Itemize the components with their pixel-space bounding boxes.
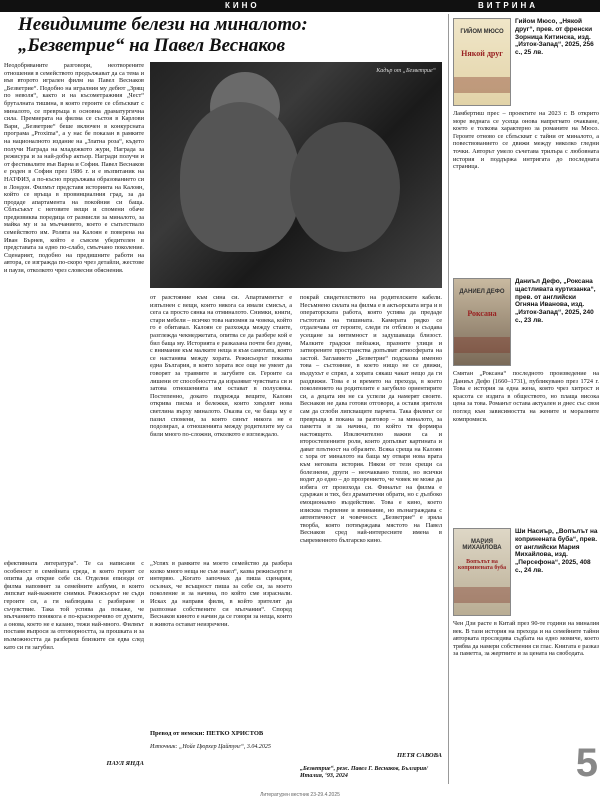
source-credit: Източник: „Нойе Цюрхер Цайтунг“, 3.04.2025 [150, 744, 271, 750]
book-cover [453, 18, 511, 106]
book-cover [453, 278, 511, 366]
photo-figure-shape [180, 102, 300, 252]
section-header-bar [0, 0, 600, 12]
cover-decoration [454, 77, 510, 93]
book-info: Гийом Мюсо, „Някой друг“, прев. от френски Зорница Китинска, изд. „Изток-Запад“, 2025, 256 с., 25 лв. [515, 18, 594, 57]
book-cover-author: ГИЙОМ МЮСО [460, 29, 504, 35]
book-showcase [448, 14, 598, 784]
article-column-2: от разстояние към сина си. Апартаментът е изпълнен с вещи, които някога са имали смисъл, а сега са просто сянка на отминалото. Снимки, книги, стари мебели – всичко това напомня за човека, който го е обитавал. Калоян се разхожда между стаите, разглежда чекмеджетата, опитва се да разбере кой е бил баща му. Историята е разказана почти без думи, с внимание към малките неща и към самотата, която се настанява между хората. Режисьорът показва една България, в която хората все още не умеят да говорят за травмите и загубите си. Героите са лишени от способността да изразяват чувствата си и затова отношенията им остават в полусянка. Постепенно, докато подрежда вещите, Калоян открива писма и бележки, които хвърлят нова светлина върху миналото. Оказва се, че баща му е пазил спомени, за които синът никога не е подозирал, а отношенията между родителите му са били много по-сложни, отколкото е изглеждало. [150, 294, 292, 438]
book-review-text: Чен Дзи расте в Китай през 90-те години на миналия век. В тази история на прехода и на семейните тайни авторката проследява съдбата на едно момиче, което трябва да намери собствения си глас. Книгата е разказ за паметта, за жертвите и за цената на свободата. [453, 620, 599, 658]
book-cover-title: Роксана [467, 309, 497, 318]
book-review-text: Ламбертиш прес – проектите на 2023 г. В открито море веднага се усеща онова напрегнато очакване, което е толкова характерно за романите на Мюсо. Героите отново се сблъскват с тайни от миналото, а повествованието се движи между няколко гледни точки. Авторът умело съчетава трилъра с любовната история и поддържа интригата до последната страница. [453, 110, 599, 171]
book-review-text: Смятан „Роксана“ последното произведение на Даниъл Дефо (1660–1731), публикувано през 1724 г. Това е история за една жена, която чрез хитрост и красота се издига в обществото, но плаща висока цена за това. Романът остава актуален и днес със своя поглед към зависимостта на жените и моралните компромиси. [453, 370, 599, 423]
book-cover-author: МАРИЯ МИХАЙЛОВА [462, 539, 502, 551]
book-info: Даниъл Дефо, „Роксана щастливата куртизанка“, прев. от английски Огняна Иванова, изд. „Изток-Запад“, 2025, 240 с., 23 лв. [515, 278, 596, 324]
article [4, 14, 442, 784]
section-label-kino: КИНО [225, 1, 260, 10]
page-footer: Литературен вестник 23-29.4.2025 [260, 792, 340, 798]
book-entry [453, 524, 598, 724]
article-title [4, 14, 442, 56]
author-signature: ПАУЛ ЯНДА [106, 760, 144, 767]
cover-decoration [454, 337, 510, 353]
book-cover [453, 528, 511, 616]
cover-decoration [454, 587, 510, 603]
photo-caption: Кадър от „Безветрие“ [376, 68, 436, 74]
photo-figure-shape [290, 122, 400, 252]
article-column-1-bottom: ефективната литература“. Те са написани с особеност в семейната среда, в която героят се опитва да открие себе си. Отделни епизоди от филма напомнят за семейните албуми, в които липсват най-важните снимки. Режисьорът не съди героите си, а ги наблюдава с разбиране и съчувствие. Така той успява да покаже, че мълчанието понякога е по-красноречиво от думите, а онова, което не е казано, тежи най-много. Филмът поставя въпроси за отговорността, за прошката и за възможността да разбереш близките си едва след като си ги загубил. [4, 560, 144, 651]
article-title-line-2: „Безветрие“ на Павел Веснаков [18, 35, 286, 56]
article-column-2-bottom: „Успях в рамките на моето семейство да разбера колко много неща не съм знаел“, казва режисьорът в интервю. „Когато започнах да пиша сценария, осъзнах, че всъщност пиша за себе си, за моето поколение и за начина, по който сме израснали. Исках да направя филм, в който зрителят да разпознае собствените си мълчания“. Според Веснаков киното е начин да се говори за неща, които в живота остават неизречени. [150, 560, 292, 628]
book-entry [453, 274, 598, 474]
film-still-photo [150, 62, 442, 288]
translator-credit: Превод от немски: ПЕТКО ХРИСТОВ [150, 730, 264, 737]
film-info: „Безветрие“, реж. Павел Г. Веснаков, България/Италия, ‘93, 2024 [300, 766, 428, 780]
author-signature: ПЕТЯ САВОВА [396, 752, 442, 759]
book-entry [453, 14, 598, 214]
book-cover-title: Вопълът на копринената буба [457, 559, 507, 571]
book-info: Ши Насиър, „Вопълът на копринената буба“, прев. от английски Мария Михайлова, изд. „Персефона“, 2025, 408 с., 24 лв. [515, 528, 598, 574]
book-cover-title: Някой друг [461, 49, 503, 58]
article-column-3: покрай свидетелството на родителските кабели. Несъмнено силата на филма е в актьорската игра и в операторската работа, която успява да предаде гъстотата на тишината. Камерата рядко се отдалечава от героите, следи ги отблизо и създава усещане за интимност и задушаваща близост. Малките градски пейзажи, празните улици и затворените пространства допълват атмосферата на застой. Заглавието „Безветрие“ подсказва именно това – състояние, в което нищо не се движи, въздухът е спрял, а хората сякаш чакат нещо да ги раздвижи. Това е и времето на прехода, в което поколението на родителите е загубило ориентирите си, а децата им не са успели да намерят своите. Веснаков не дава готови отговори, а оставя зрителя сам да сглоби липсващите парчета. Така филмът се превръща в покана за разговор – за миналото, за паметта и за начина, по който тя формира настоящето. Изключително важни са и второстепенните роли, които допълват картината и дават плътност на образите. Всяка среща на Калоян с хора от миналото на баща му отваря нова врата към неговата история. Някои от тези срещи са болезнени, други – неочаквано топли, но всички водят до едно – до прозрението, че човек не може да избяга от произхода си. Финалът на филма е сдържан и тих, без драматични обрати, но с дълбоко емоционално въздействие. Това е кино, което изисква търпение и внимание, но възнаграждава с автентичност и човечност. „Безветрие“ е зряла творба, която потвърждава мястото на Павел Веснаков сред най-интересните имена в съвременното българско кино. [300, 294, 442, 544]
book-cover-author: ДАНИЕЛ ДЕФО [459, 289, 505, 295]
section-label-vitrina: ВИТРИНА [478, 1, 539, 10]
page-number: 5 [575, 741, 598, 785]
article-column-1: Неодобряваните разговори, неотворените отношения в семейството продължават да са тема и във второто игрален филм на Павел Веснаков „Безветрие“. Подобно на игралния му дебют „Зрящ по неволя“, както и на късометражния „Чест“ бруталната тишина, в която героите се сблъскват с миналото, се превръща в основна драматургична сила. Премиерата на филма се състоя в Карлови Вари, „Безветрие“ беше включен в конкурсната програма „Proxima“, а у нас бе показан в рамките на националното издание на „Златна роза“, където получи Награда на младежкото жури, Награда за режисура и за най-добър актьор. Награди получи и от фестивалите във Варна и София. Павел Веснаков е роден в София през 1986 г. и е възпитаник на НАТФИЗ, а по-късно продължава образованието си в Лондон. Филмът представя историята на Калоян, който се връща в провинциалния град, за да продаде апартамента на покойния си баща. Сблъсъкът с неговите вещи и спомени обаче предизвиква поредица от размисли за миналото, за майка му и за мълчанието, което е съпътствало семейството им. Ролята на Калоян е поверена на Иван Бърнев, който е съвсем убедителен в представата за едно по-слабо, смълчано поколение. Сценарият, подобно на предишните работи на автора, се изгражда по-скоро чрез детайли, жестове и паузи, отколкото чрез словесни обяснения. [4, 62, 144, 275]
article-title-line-1: Невидимите белези на миналото: [18, 14, 308, 35]
